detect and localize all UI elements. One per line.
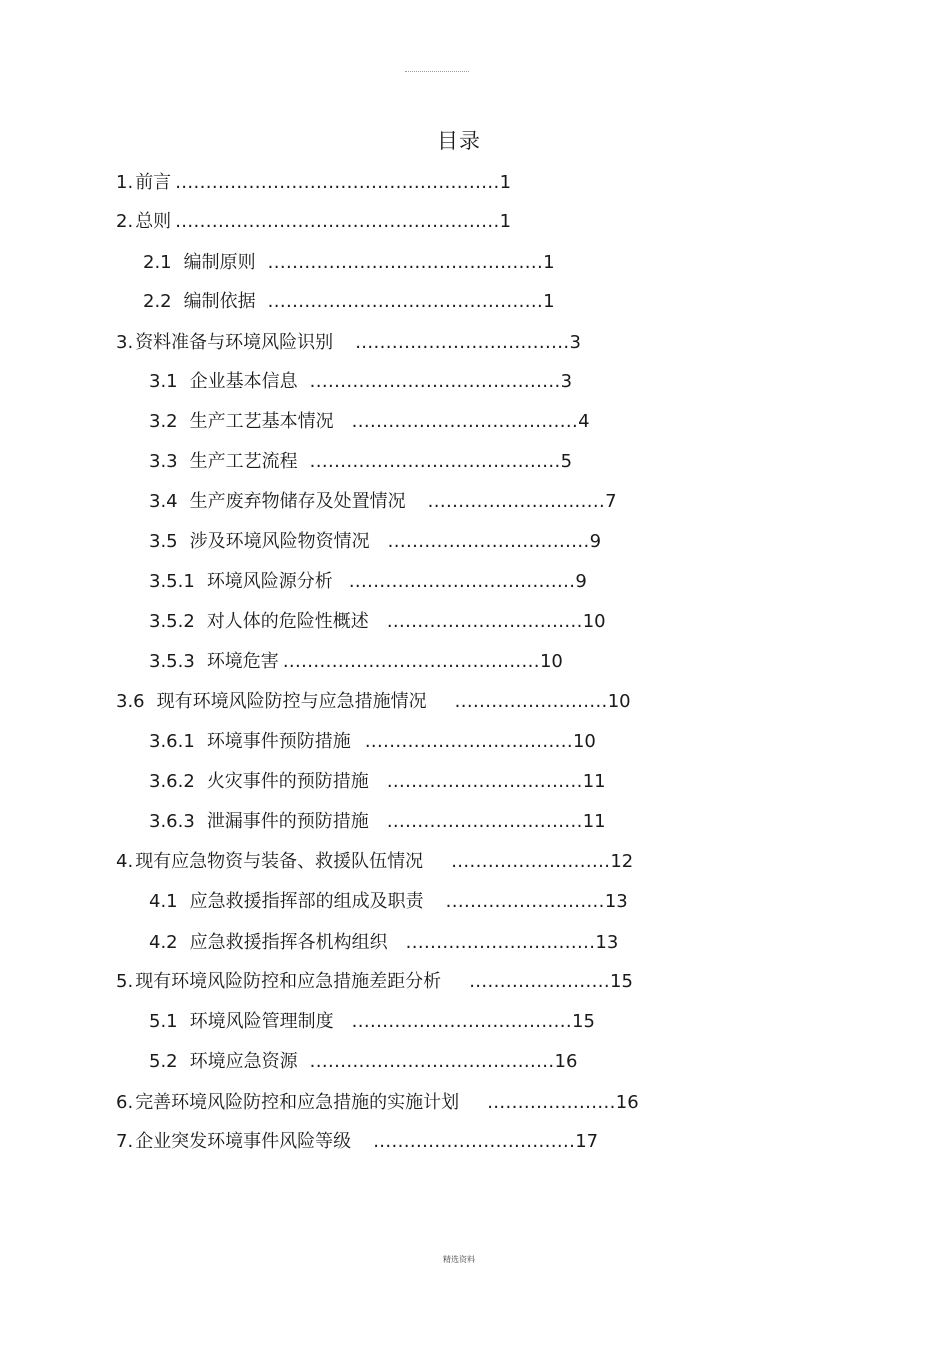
toc-entry-title: 环境风险源分析 xyxy=(206,571,333,592)
toc-entry-leader: ............................................. xyxy=(267,252,544,273)
toc-entry-number: 3.4 xyxy=(149,491,178,512)
toc-entry-page: 10 xyxy=(539,651,563,672)
toc-entry[interactable] xyxy=(116,690,631,714)
toc-entry-number: 6. xyxy=(116,1092,134,1113)
toc-entry-page: 1 xyxy=(499,172,512,193)
toc-entry-title: 企业突发环境事件风险等级 xyxy=(135,1131,352,1152)
toc-entry-title: 火灾事件的预防措施 xyxy=(206,771,369,792)
toc-entry-page: 1 xyxy=(543,291,555,312)
page-title: 目录 xyxy=(437,129,481,153)
toc-entry[interactable] xyxy=(116,210,511,234)
toc-entry-leader: ........................................ xyxy=(309,1051,555,1072)
toc-entry-title: 对人体的危险性概述 xyxy=(206,611,369,632)
toc-entry-number: 3.1 xyxy=(149,371,178,392)
toc-entry-title: 企业基本信息 xyxy=(189,371,298,392)
toc-entry[interactable] xyxy=(116,1130,598,1154)
toc-entry-number: 3.5.2 xyxy=(149,611,195,632)
toc-entry-number: 5.2 xyxy=(149,1051,178,1072)
toc-entry-page: 9 xyxy=(575,571,587,592)
toc-entry-title: 环境危害 xyxy=(206,651,279,672)
toc-entry-number: 3.2 xyxy=(149,411,178,432)
toc-entry-page: 1 xyxy=(543,252,555,273)
toc-entry-page: 16 xyxy=(554,1051,578,1072)
toc-entry-page: 7 xyxy=(605,491,617,512)
toc-entry[interactable] xyxy=(149,650,563,674)
toc-entry-leader: ................................. xyxy=(373,1131,576,1152)
toc-entry-number: 3.5 xyxy=(149,531,178,552)
toc-entry-leader: .......................... xyxy=(451,851,611,872)
toc-entry-title: 现有环境风险防控与应急措施情况 xyxy=(156,691,427,712)
toc-entry[interactable] xyxy=(116,850,633,874)
toc-entry-title: 泄漏事件的预防措施 xyxy=(206,811,369,832)
toc-entry-leader: ......................... xyxy=(454,691,608,712)
toc-entry[interactable] xyxy=(149,490,617,514)
toc-entry-leader: .................................. xyxy=(364,731,573,752)
toc-entry-title: 环境风险管理制度 xyxy=(189,1011,334,1032)
toc-entry-page: 10 xyxy=(572,731,596,752)
toc-entry-leader: ..................................................... xyxy=(175,211,500,232)
toc-entry-number: 3.3 xyxy=(149,451,178,472)
toc-entry[interactable] xyxy=(149,770,606,794)
toc-entry[interactable] xyxy=(149,370,572,394)
toc-entry-title: 现有环境风险防控和应急措施差距分析 xyxy=(135,971,442,992)
toc-entry-title: 环境事件预防措施 xyxy=(206,731,351,752)
toc-entry[interactable] xyxy=(116,970,633,994)
toc-entry[interactable] xyxy=(149,1010,595,1034)
toc-entry-title: 涉及环境风险物资情况 xyxy=(189,531,370,552)
toc-entry-number: 5. xyxy=(116,971,134,992)
toc-entry-leader: .................................... xyxy=(351,1011,573,1032)
toc-entry-leader: ................................. xyxy=(387,531,590,552)
toc-entry-title: 资料准备与环境风险识别 xyxy=(135,332,334,353)
toc-entry-number: 7. xyxy=(116,1131,134,1152)
toc-entry[interactable] xyxy=(143,251,555,275)
toc-entry-leader: ............................................. xyxy=(267,291,544,312)
toc-entry-page: 17 xyxy=(575,1131,599,1152)
toc-entry-number: 3.6.3 xyxy=(149,811,195,832)
toc-entry-leader: ......................................... xyxy=(309,451,561,472)
toc-entry-title: 应急救援指挥各机构组织 xyxy=(189,932,388,953)
toc-entry-title: 生产工艺流程 xyxy=(189,451,298,472)
toc-entry-page: 15 xyxy=(610,971,633,992)
toc-entry-title: 完善环境风险防控和应急措施的实施计划 xyxy=(135,1092,460,1113)
toc-entry-page: 3 xyxy=(560,371,573,392)
toc-entry[interactable] xyxy=(149,610,606,634)
toc-entry-page: 9 xyxy=(589,531,602,552)
toc-entry[interactable] xyxy=(116,331,581,355)
toc-entry-title: 现有应急物资与装备、救援队伍情况 xyxy=(135,851,424,872)
toc-entry-number: 4.2 xyxy=(149,932,178,953)
toc-entry-title: 编制原则 xyxy=(183,252,256,273)
toc-entry[interactable] xyxy=(149,730,596,754)
toc-entry[interactable] xyxy=(116,171,511,195)
toc-entry-number: 2.1 xyxy=(143,252,172,273)
toc-entry-page: 12 xyxy=(610,851,634,872)
toc-entry[interactable] xyxy=(149,931,618,955)
toc-entry-page: 10 xyxy=(607,691,631,712)
toc-entry-number: 2.2 xyxy=(143,291,172,312)
toc-entry-number: 4. xyxy=(116,851,134,872)
toc-entry-leader: ..................................................... xyxy=(175,172,500,193)
toc-entry[interactable] xyxy=(149,450,572,474)
toc-entry-title: 编制依据 xyxy=(183,291,256,312)
toc-entry-number: 3.5.3 xyxy=(149,651,195,672)
toc-entry-title: 应急救援指挥部的组成及职责 xyxy=(189,891,424,912)
toc-entry-page: 11 xyxy=(582,811,606,832)
toc-entry-number: 4.1 xyxy=(149,891,178,912)
toc-entry-leader: ................................... xyxy=(355,332,570,353)
toc-entry[interactable] xyxy=(149,530,601,554)
toc-entry-title: 总则 xyxy=(135,211,172,232)
toc-entry-number: 3.6.2 xyxy=(149,771,195,792)
toc-entry[interactable] xyxy=(143,290,555,314)
toc-entry-title: 前言 xyxy=(135,172,172,193)
toc-entry-number: 1. xyxy=(116,172,134,193)
toc-entry-leader: ......................................... xyxy=(309,371,561,392)
toc-entry[interactable] xyxy=(149,890,628,914)
toc-entry-page: 4 xyxy=(578,411,590,432)
footer-note: 精选资料 xyxy=(443,1255,475,1264)
toc-entry-page: 13 xyxy=(595,932,619,953)
toc-entry[interactable] xyxy=(149,810,606,834)
toc-entry-page: 5 xyxy=(560,451,573,472)
toc-entry-leader: ................................ xyxy=(386,611,583,632)
toc-entry-leader: ............................. xyxy=(427,491,606,512)
toc-entry-page: 13 xyxy=(604,891,628,912)
toc-entry-title: 生产工艺基本情况 xyxy=(189,411,334,432)
toc-entry-page: 11 xyxy=(582,771,606,792)
toc-entry-leader: ............................... xyxy=(405,932,596,953)
toc-entry-number: 3.6.1 xyxy=(149,731,195,752)
toc-entry[interactable] xyxy=(116,1091,639,1115)
toc-entry-leader: ..................................... xyxy=(351,411,579,432)
toc-entry-number: 3.5.1 xyxy=(149,571,195,592)
toc-entry[interactable] xyxy=(149,410,590,434)
toc-entry[interactable] xyxy=(149,1050,577,1074)
toc-entry-title: 生产废弃物储存及处置情况 xyxy=(189,491,406,512)
toc-entry-page: 15 xyxy=(572,1011,595,1032)
toc-entry-page: 10 xyxy=(582,611,606,632)
toc-entry-number: 3.6 xyxy=(116,691,145,712)
toc-entry-leader: ................................ xyxy=(386,771,583,792)
toc-entry-title: 环境应急资源 xyxy=(189,1051,298,1072)
toc-entry-page: 16 xyxy=(615,1092,639,1113)
toc-entry-page: 1 xyxy=(499,211,512,232)
toc-entry[interactable] xyxy=(149,570,587,594)
toc-entry-number: 2. xyxy=(116,211,134,232)
toc-entry-leader: ..................... xyxy=(487,1092,616,1113)
toc-entry-number: 3. xyxy=(116,332,134,353)
toc-entry-leader: .......................................... xyxy=(282,651,540,672)
toc-entry-leader: .......................... xyxy=(445,891,605,912)
toc-entry-page: 3 xyxy=(569,332,581,353)
toc-entry-leader: ................................ xyxy=(386,811,583,832)
toc-entry-leader: ....................... xyxy=(469,971,610,992)
toc-entry-number: 5.1 xyxy=(149,1011,178,1032)
toc-entry-leader: ..................................... xyxy=(348,571,576,592)
